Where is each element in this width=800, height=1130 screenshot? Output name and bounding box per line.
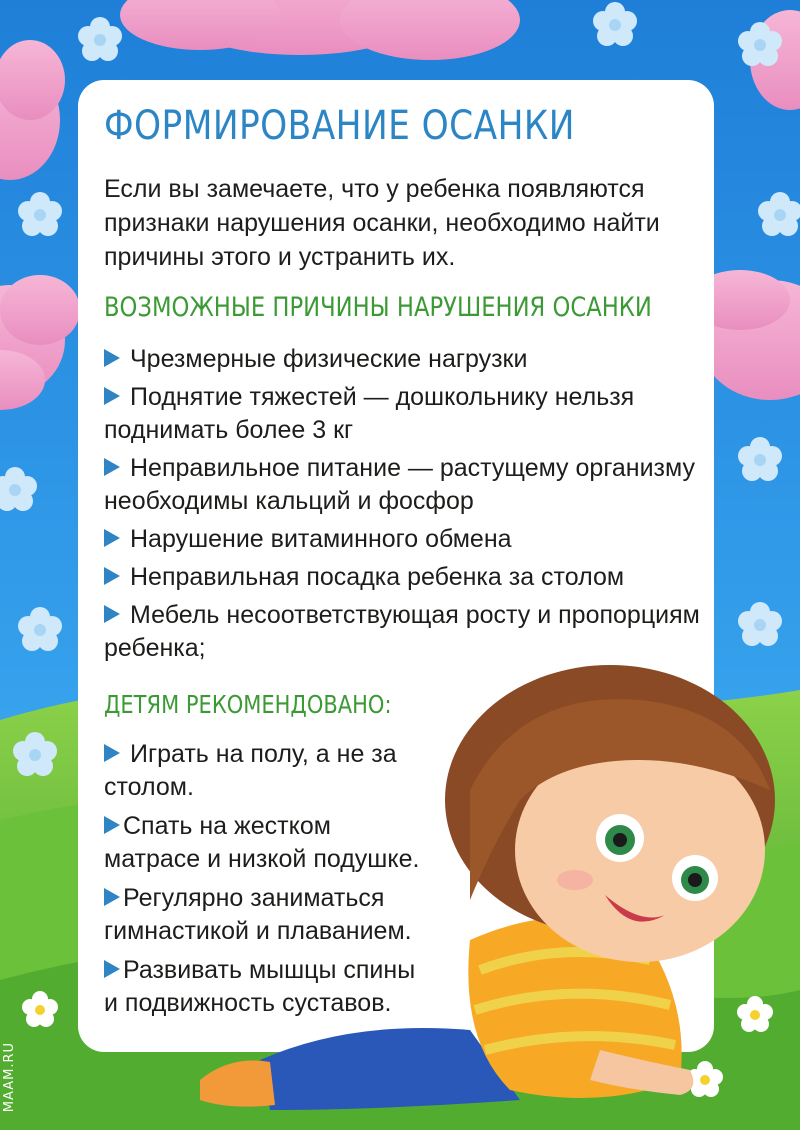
recommendations-list — [104, 738, 434, 1026]
list-item: Развивать мышцы спины и подвижность суставов. — [104, 956, 416, 1017]
list-item: Мебель несоответствующая росту и пропорциям ребенка; — [104, 601, 700, 662]
list-item: Спать на жестком матрасе и низкой подушке. — [104, 812, 420, 873]
recommendations-heading: ДЕТЯМ РЕКОМЕНДОВАНО: — [104, 690, 392, 719]
list-item: Неправильное питание — растущему организму необходимы кальций и фосфор — [104, 454, 695, 515]
bullet-arrow-icon — [104, 529, 120, 547]
bullet-arrow-icon — [104, 816, 120, 834]
bullet-arrow-icon — [104, 349, 120, 367]
list-item: Поднятие тяжестей — дошкольнику нельзя поднимать более 3 кг — [104, 383, 635, 444]
bullet-arrow-icon — [104, 744, 120, 762]
intro-paragraph: Если вы замечаете, что у ребенка появляются признаки нарушения осанки, необходимо найти причины этого и устранить их. — [104, 175, 660, 271]
bullet-arrow-icon — [104, 567, 120, 585]
list-item: Нарушение витаминного обмена — [104, 523, 704, 556]
list-item: Играть на полу, а не за столом. — [104, 740, 397, 801]
bullet-arrow-icon — [104, 458, 120, 476]
bullet-arrow-icon — [104, 605, 120, 623]
causes-heading: ВОЗМОЖНЫЕ ПРИЧИНЫ НАРУШЕНИЯ ОСАНКИ — [104, 292, 652, 323]
bullet-arrow-icon — [104, 888, 120, 906]
bullet-arrow-icon — [104, 960, 120, 978]
list-item: Чрезмерные физические нагрузки — [104, 343, 704, 376]
watermark: MAAM.RU — [2, 1042, 17, 1113]
causes-list — [104, 343, 704, 670]
page-title: ФОРМИРОВАНИЕ ОСАНКИ — [104, 103, 575, 149]
bullet-arrow-icon — [104, 387, 120, 405]
list-item: Неправильная посадка ребенка за столом — [104, 561, 704, 594]
list-item: Регулярно заниматься гимнастикой и плаванием. — [104, 884, 412, 945]
